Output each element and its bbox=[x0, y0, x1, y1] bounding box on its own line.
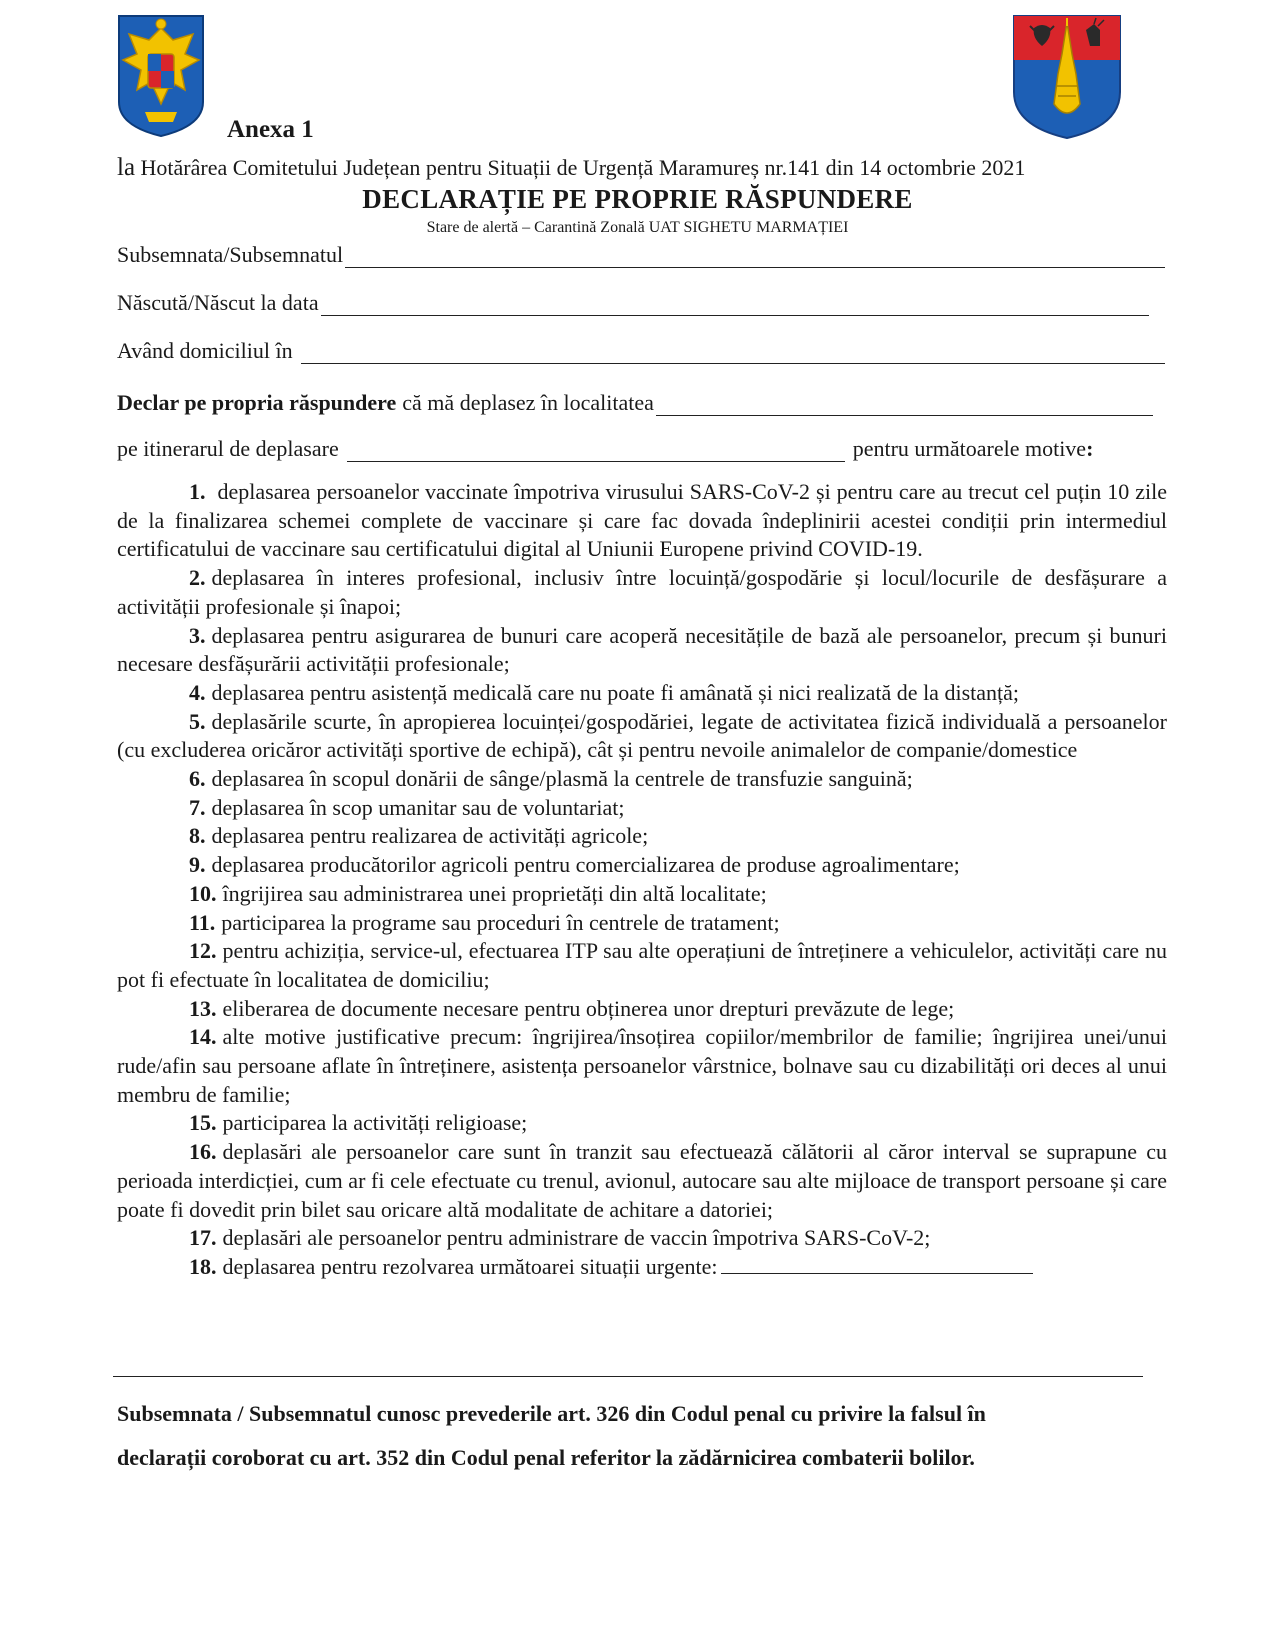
motive-text: îngrijirea sau administrarea unei proprietăți din altă localitate; bbox=[222, 880, 767, 906]
motive-label: pentru următoarele motive bbox=[852, 436, 1087, 461]
motive-item bbox=[117, 909, 1167, 938]
motive-text: deplasarea în scop umanitar sau de voluntariat; bbox=[211, 794, 625, 820]
motive-number: 10. bbox=[189, 880, 217, 906]
field-nascut-blank[interactable] bbox=[321, 293, 1149, 316]
motive-item bbox=[117, 794, 1167, 823]
motive-text: eliberarea de documente necesare pentru obținerea unor drepturi prevăzute de lege; bbox=[222, 995, 955, 1021]
field-localitate-blank[interactable] bbox=[656, 393, 1153, 416]
motive-item bbox=[117, 1023, 1167, 1109]
legal-line: declarații coroborat cu art. 352 din Codul penal referitor la zădărnicirea combaterii bolilor. bbox=[117, 1445, 975, 1470]
motive-number: 1. bbox=[189, 479, 206, 504]
document-subtitle: Stare de alertă – Carantină Zonală UAT SIGHETU MARMAȚIEI bbox=[426, 219, 849, 236]
motive-item bbox=[117, 1109, 1167, 1138]
romania-coat-of-arms-icon bbox=[115, 14, 207, 138]
motive-text: deplasarea producătorilor agricoli pentru comercializarea de produse agroalimentare; bbox=[211, 852, 960, 878]
field-domiciliu-blank[interactable] bbox=[301, 341, 1165, 364]
decision-text: Hotărârea Comitetului Județean pentru Situații de Urgență Maramureș nr.141 din 14 octombrie 2021 bbox=[140, 155, 1026, 180]
motive-item bbox=[117, 679, 1167, 708]
decision-reference bbox=[117, 154, 1167, 182]
motive-number: 16. bbox=[189, 1139, 217, 1165]
motive-text: deplasarea pentru realizarea de activități agricole; bbox=[211, 823, 649, 849]
motive-text: participarea la programe sau proceduri în centrele de tratament; bbox=[221, 909, 780, 935]
document-title: DECLARAȚIE PE PROPRIE RĂSPUNDERE bbox=[362, 184, 913, 214]
declar-bold-label: Declar pe propria răspundere bbox=[117, 390, 397, 415]
motive-number: 8. bbox=[189, 823, 206, 849]
urgent-situation-blank[interactable] bbox=[721, 1255, 1033, 1274]
motive-text: deplasarea pentru asigurarea de bunuri care acoperă necesitățile de bază ale persoanelor, precum și bunuri necesare desfășurării activității profesionale; bbox=[117, 622, 1167, 677]
motive-text: deplasări ale persoanelor care sunt în tranzit sau efectuează călătorii al căror interval se suprapune cu perioada interdicției, cum ar fi cele efectuate cu trenul, avionul, autocare sau alte mijloace de transport persoane și care poate fi dovedit prin bilet sau oricare altă modalitate de achitare a datoriei; bbox=[117, 1139, 1167, 1222]
motive-text: deplasarea pentru asistență medicală care nu poate fi amânată și nici realizată de la distanță; bbox=[211, 679, 1019, 705]
motive-text: pentru achiziția, service-ul, efectuarea ITP sau alte operațiuni de întreținere a vehiculelor, activități care nu pot fi efectuate în localitatea de domiciliu; bbox=[117, 938, 1167, 992]
legal-statement bbox=[117, 1392, 1167, 1480]
motive-text: alte motive justificative precum: îngrijirea/însoțirea copiilor/membrilor de familie; îngrijirea unei/unui rude/afin sau persoane aflate în întreținere, asistența persoanelor vârstnice, bolnave sau cu dizabilități ori deces al unui membru de familie; bbox=[117, 1024, 1167, 1107]
motive-text: participarea la activități religioase; bbox=[222, 1110, 528, 1136]
motive-text: deplasarea persoanelor vaccinate împotriva virusului SARS-CoV-2 și pentru care au trecut cel puțin 10 zile de la finalizarea schemei complete de vaccinare și care fac dovada îndeplinirii acestei condiții prin intermediul certificatului de vaccinare sau certificatului digital al Uniunii Europene privind COVID-19. bbox=[117, 479, 1167, 562]
motive-number: 13. bbox=[189, 995, 217, 1021]
motive-item bbox=[117, 622, 1167, 679]
motive-number: 5. bbox=[189, 708, 206, 734]
motive-item bbox=[117, 765, 1167, 794]
motive-number: 12. bbox=[189, 938, 217, 964]
motive-item bbox=[117, 708, 1167, 765]
motive-item bbox=[117, 851, 1167, 880]
motive-number: 6. bbox=[189, 766, 206, 792]
field-subsemnatul[interactable] bbox=[117, 238, 1165, 268]
field-itinerar-blank[interactable] bbox=[347, 439, 845, 462]
motive-item bbox=[117, 1224, 1167, 1253]
motive-text: deplasarea pentru rezolvarea următoarei situații urgente: bbox=[222, 1253, 718, 1279]
field-itinerar[interactable] bbox=[117, 432, 1165, 462]
field-nascut[interactable] bbox=[117, 286, 1149, 316]
maramures-county-arms-icon bbox=[1012, 14, 1122, 140]
legal-line: Subsemnata / Subsemnatul cunosc prevederile art. 326 din Codul penal cu privire la falsul în bbox=[117, 1401, 986, 1426]
motive-number: 11. bbox=[189, 909, 216, 935]
motive-text: deplasarea în scopul donării de sânge/plasmă la centrele de transfuzie sanguină; bbox=[211, 766, 913, 792]
field-nascut-label: Născută/Născut la data bbox=[117, 290, 319, 315]
motive-item bbox=[117, 822, 1167, 851]
motive-number: 3. bbox=[189, 622, 206, 648]
motive-number: 2. bbox=[189, 565, 206, 591]
annex-label: Anexa 1 bbox=[227, 116, 314, 143]
motive-text: deplasări ale persoanelor pentru administrare de vaccin împotriva SARS-CoV-2; bbox=[222, 1225, 931, 1251]
field-domiciliu[interactable] bbox=[117, 334, 1165, 364]
field-domiciliu-label: Având domiciliul în bbox=[117, 338, 293, 363]
motive-item bbox=[117, 880, 1167, 909]
field-subsemnatul-label: Subsemnata/Subsemnatul bbox=[117, 242, 344, 267]
field-itinerar-label: pe itinerarul de deplasare bbox=[117, 436, 339, 461]
declar-rest-label: că mă deplasez în localitatea bbox=[402, 390, 654, 415]
motive-number: 9. bbox=[189, 852, 206, 878]
urgent-situation-continuation-line[interactable] bbox=[113, 1376, 1143, 1377]
motives-list bbox=[117, 478, 1167, 1282]
motive-number: 15. bbox=[189, 1110, 217, 1136]
motive-item bbox=[117, 1138, 1167, 1224]
motive-number: 7. bbox=[189, 794, 206, 820]
motive-item bbox=[117, 1253, 1167, 1282]
motive-item bbox=[117, 995, 1167, 1024]
field-localitate[interactable] bbox=[117, 386, 1153, 416]
motive-number: 18. bbox=[189, 1253, 217, 1279]
motive-number: 4. bbox=[189, 679, 206, 705]
decision-prefix: la bbox=[117, 154, 136, 181]
motive-number: 14. bbox=[189, 1024, 217, 1050]
motive-text: deplasările scurte, în apropierea locuinței/gospodăriei, legate de activitatea fizică individuală a persoanelor (cu excluderea oricăror activități sportive de echipă), cât și pentru nevoile animalelor de companie/domestice bbox=[117, 708, 1167, 763]
field-subsemnatul-blank[interactable] bbox=[345, 245, 1165, 268]
motive-item bbox=[117, 564, 1167, 621]
motive-number: 17. bbox=[189, 1225, 217, 1251]
motive-text: deplasarea în interes profesional, inclusiv între locuință/gospodărie și locul/locurile de desfășurare a activității profesionale și înapoi; bbox=[117, 565, 1167, 619]
motive-colon: : bbox=[1086, 436, 1094, 461]
motive-item bbox=[117, 478, 1167, 564]
motive-item bbox=[117, 937, 1167, 994]
